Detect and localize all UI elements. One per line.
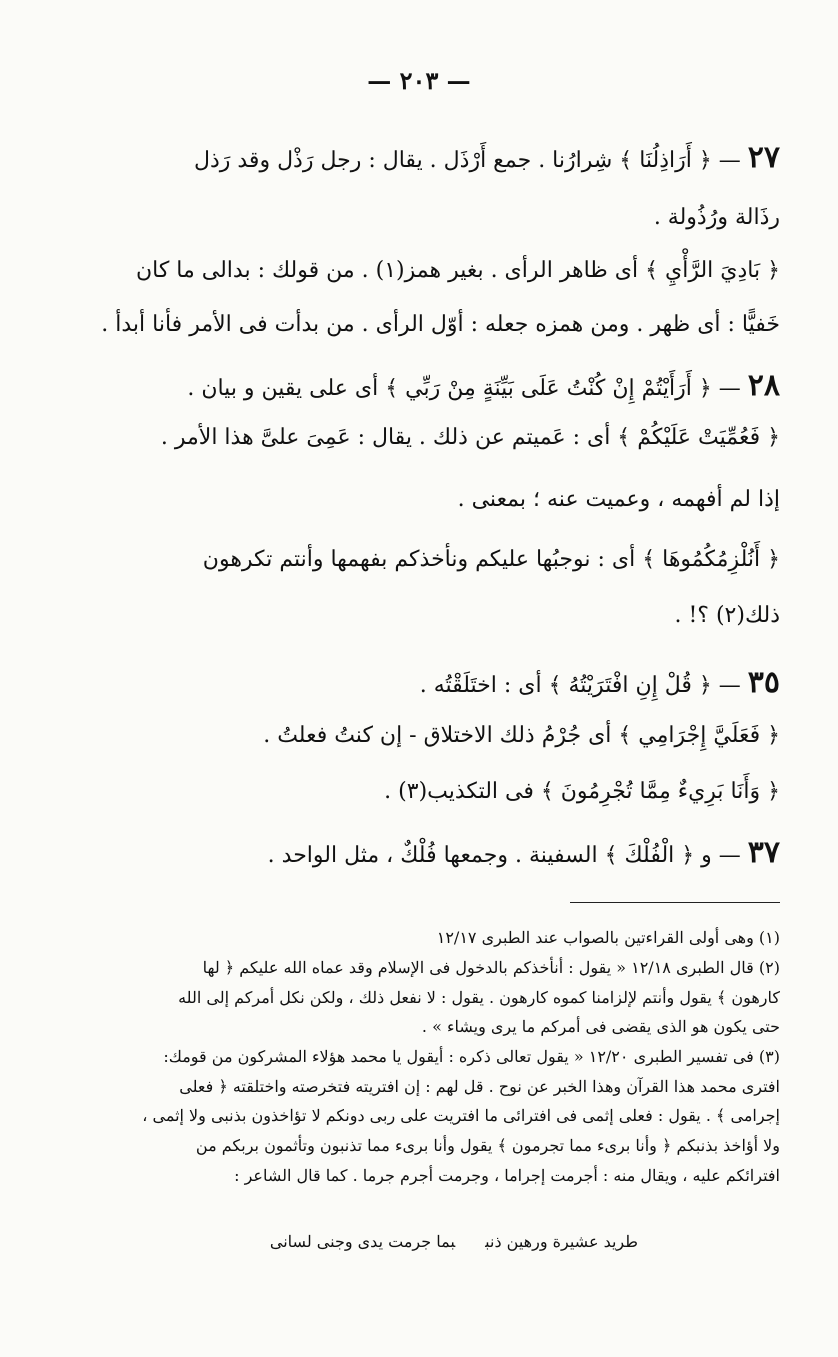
text-line	[654, 205, 780, 231]
footnote-line: (٢) قال الطبرى ١٢/١٨ « يقول : أنأخذكم بالدخول فى الإسلام وقد عماه الله عليكم ﴿ لها	[202, 958, 780, 977]
footnote-line: حتى يكون هو الذى يقضى فى أمركم ما يرى ويشاء » .	[421, 1017, 780, 1036]
line-text: — ﴿ أَرَاذِلُنَا ﴾ شِرارُنا . جمع أَرْذَل . يقال : رجل رَذْل وقد رَذل	[193, 148, 741, 173]
footnote-line: (٣) فى تفسير الطبرى ١٢/٢٠ « يقول تعالى ذكره : أيقول يا محمد هؤلاء المشركون من قومك:	[163, 1047, 780, 1066]
footnote-line: افترائكم عليه ، ويقال منه : أجرمت إجراما ، وجرمت أجرم جرما . كما قال الشاعر :	[234, 1166, 780, 1185]
footnote-line: (١) وهى أولى القراءتين بالصواب عند الطبرى ١٢/١٧	[436, 928, 780, 947]
text-line	[136, 258, 780, 284]
text-line	[420, 665, 780, 701]
text-line	[674, 603, 780, 629]
footnote-line: إجرامى ﴾ . يقول : فعلى إثمى فى افترائى ما افتريت على ربى دونكم لا تؤاخذون بذنبى ولا إثمى ،	[142, 1106, 780, 1125]
text-line	[194, 140, 780, 176]
line-text: — ﴿ أَرَأَيْتُمْ إِنْ كُنْتُ عَلَى بَيِّنَةٍ مِنْ رَبِّي ﴾ أى على يقين و بيان .	[187, 376, 741, 401]
page-number: — ٢٠٣ —	[367, 66, 471, 95]
footnote-line: كارهون ﴾ يقول وأنتم لإلزامنا كموه كارهون . يقول : لا نفعل ذلك ، ولكن نكل أمركم إلى الله	[178, 988, 780, 1007]
text-line	[384, 779, 780, 805]
line-text: ذلك(٢) ؟! .	[674, 603, 780, 628]
line-text: ﴿ فَعُمِّيَتْ عَلَيْكُمْ ﴾ أى : عَميتم عن ذلك . يقال : عَمِىَ علىَّ هذا الأمر .	[160, 425, 780, 450]
text-line	[101, 312, 780, 338]
text-line	[161, 425, 780, 451]
line-text: خَفيًّا : أى ظهر . ومن همزه جعله : أوّل الرأى . من بدأت فى الأمر فأنا أبدأ .	[101, 312, 780, 337]
line-text: إذا لم أفهمه ، وعميت عنه ؛ بمعنى .	[457, 487, 780, 512]
line-text: ﴿ فَعَلَيَّ إِجْرَامِي ﴾ أى جُرْمُ ذلك الاختلاق - إن كنتُ فعلتُ .	[263, 723, 780, 748]
footnote-line: افترى محمد هذا القرآن وهذا الخبر عن نوح . قل لهم : إن افتريته فتخرصته واختلقته ﴿ فعلى	[179, 1077, 780, 1096]
line-text: ﴿ بَادِيَ الرَّأْيِ ﴾ أى ظاهر الرأى . بغير همز(١) . من قولك : بدالى ما كان	[135, 258, 780, 283]
line-text: — و ﴿ الْفُلْكَ ﴾ السفينة . وجمعها فُلْكٌ ، مثل الواحد .	[267, 843, 741, 868]
verse-number: ٣٥	[747, 665, 780, 700]
line-text: ﴿ وَأَنَا بَرِيءٌ مِمَّا تُجْرِمُونَ ﴾ فى التكذيب(٣) .	[384, 779, 780, 804]
line-text: — ﴿ قُلْ إِنِ افْتَرَيْتُهُ ﴾ أى : اختَلَقْتُه .	[419, 673, 741, 698]
verse-number: ٢٨	[747, 368, 780, 403]
line-text: ﴿ أَنُلْزِمُكُمُوهَا ﴾ أى : نوجبُها عليكم ونأخذكم بفهمها وأنتم تكرهون	[202, 547, 780, 572]
footnote-divider	[570, 902, 780, 903]
text-line	[187, 368, 780, 404]
verse-number: ٣٧	[747, 835, 780, 870]
text-line	[458, 487, 780, 513]
footnote-line: ولا أؤاخذ بذنبكم ﴿ وأنا برىء مما تجرمون ﴾ يقول وأنا برىء مما تذنبون وتأثمون بربكم من	[195, 1136, 780, 1155]
text-line	[263, 723, 780, 749]
poetry-verse	[240, 1232, 638, 1251]
verse-hemistich-1: طريد عشيرة ورهين ذنب	[485, 1232, 638, 1251]
text-line	[268, 835, 780, 871]
verse-number: ٢٧	[747, 140, 780, 175]
text-line	[203, 547, 780, 573]
verse-hemistich-2: بما جرمت يدى وجنى لسانى	[269, 1232, 456, 1251]
line-text: رذَالة ورُذُولة .	[653, 205, 780, 230]
